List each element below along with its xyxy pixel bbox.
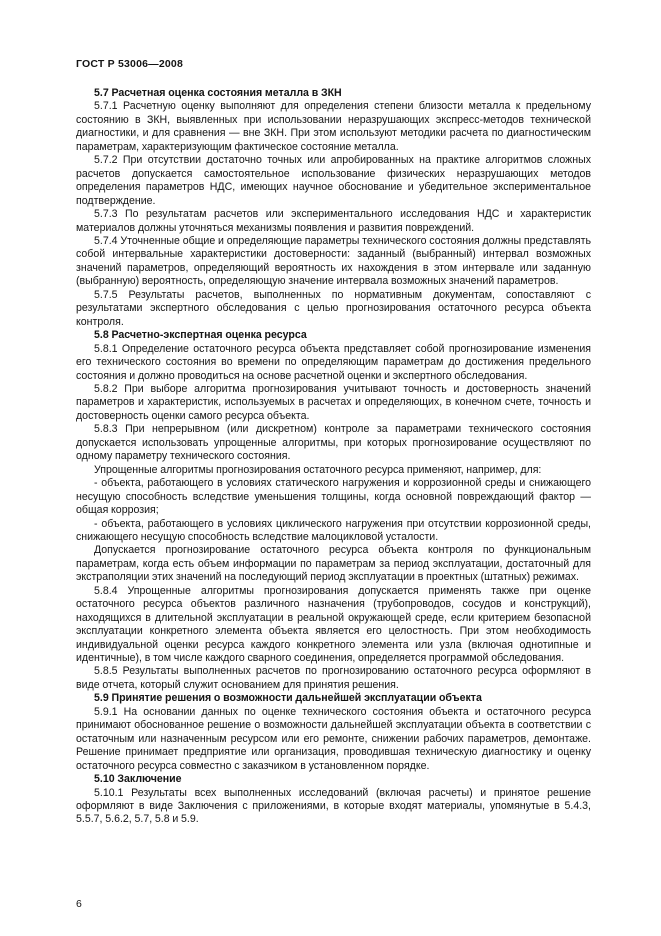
- paragraph: 5.8.2 При выборе алгоритма прогнозирования учитывают точность и достоверность значений параметров и характеристик, используемых в расчетах и определяющих, в конечном счете, точность и достоверность оценки самого ресурса объекта.: [76, 382, 591, 422]
- paragraph: Упрощенные алгоритмы прогнозирования остаточного ресурса применяют, например, для:: [94, 463, 542, 476]
- paragraph: 5.7.3 По результатам расчетов или экспериментального исследования НДС и характеристик материалов должны уточняться механизмы появления и развития повреждений.: [76, 208, 591, 234]
- section-heading: 5.7 Расчетная оценка состояния металла в ЗКН: [94, 87, 342, 99]
- section-heading: 5.10 Заключение: [94, 773, 182, 786]
- section-heading: 5.9 Принятие решения о возможности дальнейшей эксплуатации объекта: [94, 692, 482, 705]
- document-header: ГОСТ Р 53006—2008: [76, 58, 184, 70]
- document-content: [76, 87, 591, 827]
- paragraph: - объекта, работающего в условиях статического нагружения и коррозионной среды и снижающего несущую способность вследствие уменьшения толщины, когда основной повреждающий фактор — общая коррозия;: [76, 477, 591, 517]
- paragraph: 5.8.4 Упрощенные алгоритмы прогнозирования допускается применять также при оценке остаточного ресурса объектов различного назначения (трубопроводов, сосудов и конструкций), находящихся в длительной эксплуатации в реальной окружающей среде, если критерием безопасной эксплуатации конкретного элемента объекта является его целостность. При этом необходимость индивидуальной оценки ресурса каждого конкретного элемента или узла (включая однотипные и идентичные), в том числе каждого сварного соединения, определяется программой обследования.: [76, 584, 591, 665]
- section-heading: 5.8 Расчетно-экспертная оценка ресурса: [94, 329, 307, 342]
- paragraph: 5.7.2 При отсутствии достаточно точных или апробированных на практике алгоритмов сложных расчетов допускается самостоятельное использование физических неразрушающих методов определения параметров НДС, имеющих научное обоснование и убедительное экспериментальное подтверждение.: [76, 154, 591, 207]
- paragraph: 5.10.1 Результаты всех выполненных исследований (включая расчеты) и принятое решение оформляют в виде Заключения с приложениями, в которые входят материалы, упомянутые в 5.4.3, 5.5.7, 5.6.2, 5.7, 5.8 и 5.9.: [76, 786, 591, 826]
- paragraph: 5.7.5 Результаты расчетов, выполненных по нормативным документам, сопоставляют с результатами экспертного обследования с целью прогнозирования остаточного ресурса объекта контроля.: [76, 288, 591, 328]
- paragraph: 5.8.5 Результаты выполненных расчетов по прогнозированию остаточного ресурса оформляют в виде отчета, который служит основанием для принятия решения.: [76, 665, 591, 691]
- paragraph: 5.8.1 Определение остаточного ресурса объекта представляет собой прогнозирование изменения его технического состояния во времени по определяющим параметрам до достижения предельного состояния и должно проводиться на основе расчетной оценки и экспертного обследования.: [76, 342, 591, 382]
- paragraph: 5.9.1 На основании данных по оценке технического состояния объекта и остаточного ресурса принимают обоснованное решение о возможности дальнейшей эксплуатации объекта в соответствии с остаточным или назначенным ресурсом или его ремонте, снижении рабочих параметров, демонтаже. Решение принимает предприятие или организация, проводившая техническую диагностику и оценку остаточного ресурса совместно с заказчиком в установленном порядке.: [76, 705, 591, 772]
- paragraph: 5.7.4 Уточненные общие и определяющие параметры технического состояния должны представлять собой интервальные характеристики достоверности: заданный (выбранный) интервал возможных значений параметров, определяющий вероятность их нахождения в этом интервале или заданную (выбранную) вероятность, определяющую значение интервала возможных значений параметров.: [76, 234, 591, 288]
- paragraph: 5.7.1 Расчетную оценку выполняют для определения степени близости металла к предельному состоянию в ЗКН, выявленных при использовании неразрушающих экспресс-методов технической диагностики, и для сравнения — вне ЗКН. При этом используют методики расчета по диагностическим параметрам, характеризующим фактическое состояние металла.: [76, 100, 591, 153]
- paragraph: Допускается прогнозирование остаточного ресурса объекта контроля по функциональным параметрам, когда есть объем информации по параметрам за период эксплуатации, достаточный для экстраполяции этих значений на последующий период эксплуатации в проектных (штатных) режимах.: [76, 544, 591, 584]
- paragraph: 5.8.3 При непрерывном (или дискретном) контроле за параметрами технического состояния допускается использовать упрощенные алгоритмы, при которых прогнозирование осуществляют по одному параметру технического состояния.: [76, 423, 591, 463]
- page-number: 6: [76, 898, 82, 910]
- paragraph: - объекта, работающего в условиях циклического нагружения при отсутствии коррозионной среды, снижающего несущую способность вследствие малоцикловой усталости.: [76, 517, 591, 543]
